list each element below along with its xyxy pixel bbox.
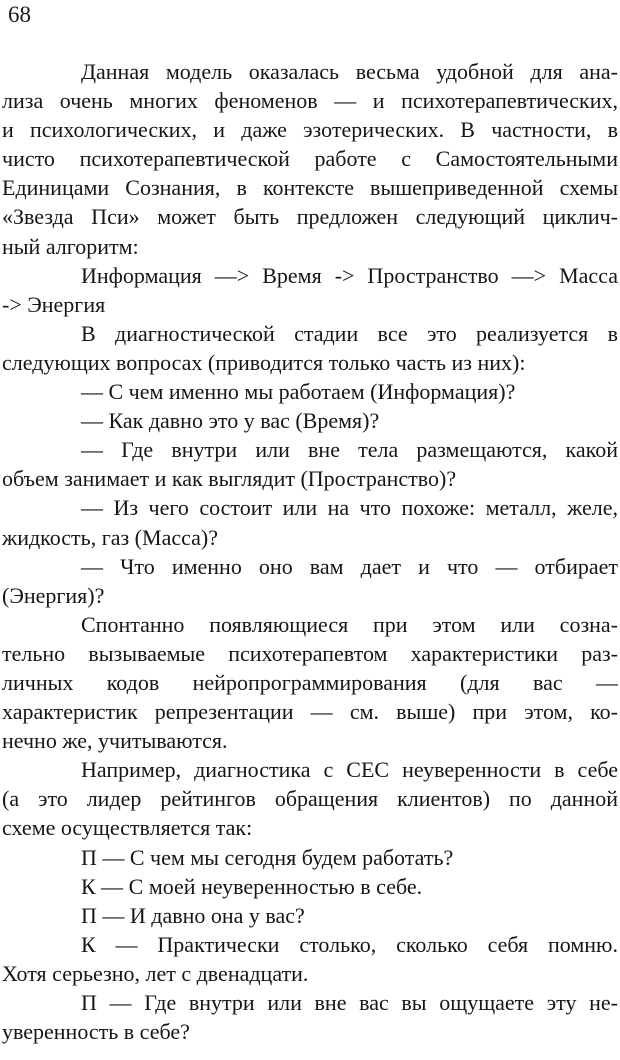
text-line: Спонтанно появляющиеся при этом или созна- bbox=[81, 611, 618, 637]
text-line: Данная модель оказалась весьма удобной для ана- bbox=[81, 59, 618, 84]
text-line: Хотя серьезно, лет с двенадцати. bbox=[2, 960, 309, 986]
text-line: объем занимает и как выглядит (Пространство)? bbox=[2, 466, 457, 492]
text-line: -> Энергия bbox=[2, 291, 106, 317]
text-line: (Энергия)? bbox=[2, 582, 105, 608]
book-page bbox=[0, 2, 620, 1060]
text-line: — Где внутри или вне тела размещаются, какой bbox=[81, 437, 618, 463]
text-line: К — С моей неуверенностью в себе. bbox=[81, 873, 423, 899]
text-line: чисто психотерапевтической работе с Самостоятельными bbox=[2, 146, 618, 172]
text-line: жидкость, газ (Масса)? bbox=[2, 524, 218, 550]
text-line: Информация —> Время -> Пространство —> Масса bbox=[81, 262, 618, 288]
text-line: П — С чем мы сегодня будем работать? bbox=[81, 844, 454, 870]
text-line: П — И давно она у вас? bbox=[81, 902, 305, 928]
text-line: «Звезда Пси» может быть предложен следующий циклич- bbox=[2, 204, 618, 230]
text-line: Например, диагностика с СЕС неуверенности в себе bbox=[81, 757, 618, 783]
text-line: лиза очень многих феноменов — и психотерапевтических, bbox=[2, 88, 618, 114]
text-line: — Что именно оно вам дает и что — отбирает bbox=[81, 553, 618, 579]
text-line: П — Где внутри или вне вас вы ощущаете эту не- bbox=[81, 990, 618, 1015]
text-line: Единицами Сознания, в контексте вышеприведенной схемы bbox=[2, 175, 618, 201]
text-line: личных кодов нейропрограммирования (для вас — bbox=[2, 669, 618, 695]
text-line: нечно же, учитываются. bbox=[2, 728, 228, 754]
text-line: тельно вызываемые психотерапевтом характеристики раз- bbox=[2, 640, 618, 666]
text-line: и психологических, и даже эзотерических. В частности, в bbox=[2, 117, 618, 143]
text-line: (а это лидер рейтингов обращения клиентов) по данной bbox=[2, 786, 618, 812]
text-line: К — Практически столько, сколько себя помню. bbox=[81, 931, 618, 957]
page-number: 68 bbox=[8, 2, 31, 27]
text-line: характеристик репрезентации — см. выше) при этом, ко- bbox=[2, 699, 618, 725]
text-line: — Как давно это у вас (Время)? bbox=[81, 408, 380, 434]
text-line: следующих вопросах (приводится только часть из них): bbox=[2, 349, 526, 375]
body-text bbox=[2, 57, 618, 1046]
text-line: ный алгоритм: bbox=[2, 233, 139, 259]
text-line: — С чем именно мы работаем (Информация)? bbox=[81, 379, 516, 405]
text-line: — Из чего состоит или на что похоже: металл, желе, bbox=[81, 495, 618, 521]
text-line: В диагностической стадии все это реализуется в bbox=[81, 320, 618, 346]
text-line: уверенность в себе? bbox=[2, 1019, 190, 1045]
text-line: схеме осуществляется так: bbox=[2, 815, 253, 841]
